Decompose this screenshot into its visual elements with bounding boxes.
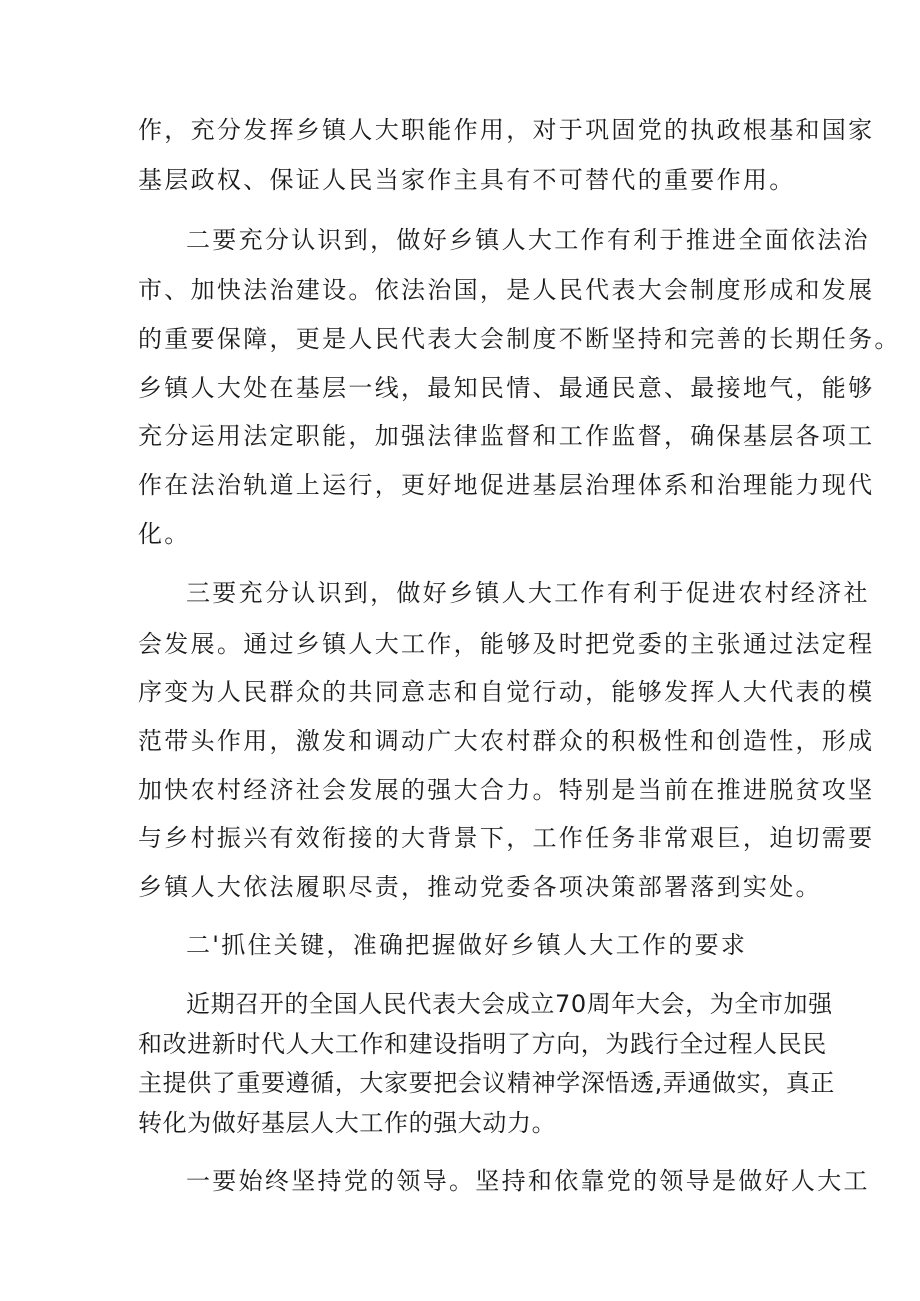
- text-line: 范带头作用，激发和调动广大农村群众的积极性和创造性，形成: [138, 727, 875, 755]
- text-line: 三要充分认识到，做好乡镇人大工作有利于促进农村经济社: [186, 579, 870, 607]
- text-line: 的重要保障，更是人民代表大会制度不断坚持和完善的长期任务。: [138, 325, 901, 353]
- text-line: 序变为人民群众的共同意志和自觉行动，能够发挥人大代表的模: [138, 678, 875, 706]
- text-line: 乡镇人大处在基层一线，最知民情、最通民意、最接地气，能够: [138, 374, 875, 402]
- text-line: 转化为做好基层人大工作的强大动力。: [138, 1109, 557, 1137]
- text-line: 和改进新时代人大工作和建设指明了方向，为践行全过程人民民: [138, 1030, 827, 1058]
- text-line: 会发展。通过乡镇人大工作，能够及时把党委的主张通过法定程: [138, 630, 875, 658]
- text-line: 乡镇人大依法履职尽责，推动党委各项决策部署落到实处。: [138, 873, 822, 901]
- text-line: 与乡村振兴有效衔接的大背景下，工作任务非常艰巨，迫切需要: [138, 824, 875, 852]
- text-line: 充分运用法定职能，加强法律监督和工作监督，确保基层各项工: [138, 422, 875, 450]
- text-line: 作，充分发挥乡镇人大职能作用，对于巩固党的执政根基和国家: [138, 116, 875, 144]
- text-line: 二要充分认识到，做好乡镇人大工作有利于推进全面依法治: [186, 226, 870, 254]
- section-heading: 二'抓住关键，准确把握做好乡镇人大工作的要求: [186, 931, 748, 959]
- text-line: 作在法治轨道上运行，更好地促进基层治理体系和治理能力现代: [138, 471, 875, 499]
- text-line: 主提供了重要遵循，大家要把会议精神学深悟透,弄通做实，真正: [138, 1069, 836, 1097]
- text-line: 化。: [138, 520, 191, 548]
- text-line: 一要始终坚持党的领导。坚持和依靠党的领导是做好人大工: [186, 1167, 870, 1195]
- text-line: 近期召开的全国人民代表大会成立70周年大会，为全市加强: [186, 990, 833, 1018]
- text-line: 基层政权、保证人民当家作主具有不可替代的重要作用。: [138, 166, 796, 194]
- text-line: 加快农村经济社会发展的强大合力。特别是当前在推进脱贫攻坚: [138, 776, 875, 804]
- text-line: 市、加快法治建设。依法治国，是人民代表大会制度形成和发展: [138, 276, 875, 304]
